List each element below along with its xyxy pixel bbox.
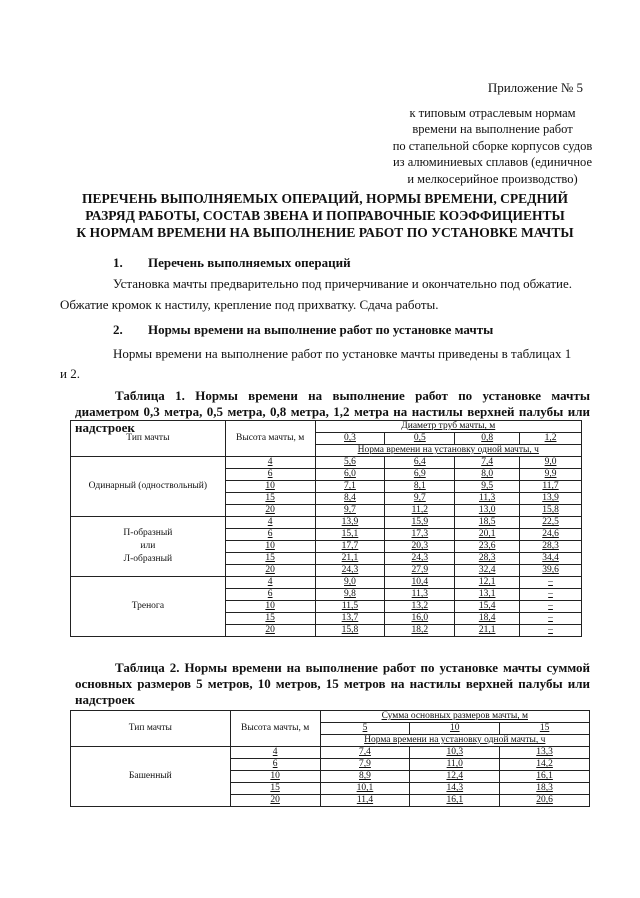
norm-value: 9,8	[315, 589, 385, 601]
norm-value: 10,1	[320, 783, 410, 795]
height-value: 20	[230, 795, 320, 807]
table1	[70, 420, 582, 637]
norm-value: 14,2	[500, 759, 590, 771]
height-value: 6	[230, 759, 320, 771]
norm-value: 11,7	[520, 481, 582, 493]
norm-value: 13,0	[455, 505, 520, 517]
title-line: К НОРМАМ ВРЕМЕНИ НА ВЫПОЛНЕНИЕ РАБОТ ПО УСТАНОВКЕ МАЧТЫ	[76, 225, 574, 240]
height-value: 20	[225, 565, 315, 577]
norm-value: –	[520, 601, 582, 613]
norm-value: 15,4	[455, 601, 520, 613]
height-value: 10	[225, 601, 315, 613]
height-value: 15	[230, 783, 320, 795]
mast-type: П-образный или Л-образный	[71, 517, 226, 577]
appendix-line: к типовым отраслевым нормам	[409, 105, 576, 120]
column-header: 0,5	[385, 433, 455, 445]
height-header: Высота мачты, м	[230, 711, 320, 747]
norm-value: 15,1	[315, 529, 385, 541]
norm-value: 28,3	[520, 541, 582, 553]
height-value: 6	[225, 589, 315, 601]
appendix-number: Приложение № 5	[487, 80, 583, 95]
norm-value: 21,1	[315, 553, 385, 565]
mast-type: Тренога	[71, 577, 226, 637]
appendix-line: из алюминиевых сплавов (единичное	[392, 155, 593, 169]
norm-value: 10,3	[410, 747, 500, 759]
norm-value: 18,5	[455, 517, 520, 529]
norm-value: 21,1	[455, 625, 520, 637]
norm-value: 22,5	[520, 517, 582, 529]
norm-value: 8,9	[320, 771, 410, 783]
mast-type: Одинарный (одноствольный)	[71, 457, 226, 517]
norm-value: 9,0	[520, 457, 582, 469]
section2-text: Нормы времени на выполнение работ по установке мачты приведены в таблицах 1	[113, 346, 572, 361]
norm-value: 9,0	[315, 577, 385, 589]
table-row	[71, 517, 582, 529]
norm-value: 15,8	[315, 625, 385, 637]
norm-value: 9,7	[315, 505, 385, 517]
norm-value: 14,3	[410, 783, 500, 795]
section2-heading: Нормы времени на выполнение работ по установке мачты	[148, 322, 494, 337]
height-value: 10	[225, 541, 315, 553]
norm-value: 16,0	[385, 613, 455, 625]
norm-value: 24,3	[315, 565, 385, 577]
norm-value: 7,9	[320, 759, 410, 771]
norm-value: 20,3	[385, 541, 455, 553]
norm-value: 17,7	[315, 541, 385, 553]
norm-value: 5,6	[315, 457, 385, 469]
norm-header: Норма времени на установку одной мачты, ч	[320, 735, 589, 747]
norm-value: 15,9	[385, 517, 455, 529]
height-value: 20	[225, 625, 315, 637]
section1-text: Обжатие кромок к настилу, крепление под прихватку. Сдача работы.	[60, 297, 439, 312]
norm-value: 13,1	[455, 589, 520, 601]
height-value: 20	[225, 505, 315, 517]
norm-value: 9,7	[385, 493, 455, 505]
norm-value: 8,1	[385, 481, 455, 493]
norm-value: 7,4	[455, 457, 520, 469]
height-value: 10	[230, 771, 320, 783]
height-value: 15	[225, 613, 315, 625]
norm-value: 28,3	[455, 553, 520, 565]
appendix-line: времени на выполнение работ	[412, 122, 573, 136]
table1-caption: Таблица 1. Нормы времени на выполнение работ по установке мачты диаметром 0,3 метра, 0,5 метра, 0,8 метра, 1,2 метра на настилы верхней палубы или надстроек	[75, 388, 590, 435]
section2-num: 2.	[113, 322, 123, 337]
table-row	[71, 747, 590, 759]
table2	[70, 710, 590, 807]
table-row	[71, 457, 582, 469]
norm-value: –	[520, 577, 582, 589]
norm-value: 13,3	[500, 747, 590, 759]
norm-value: 13,9	[315, 517, 385, 529]
norm-value: –	[520, 625, 582, 637]
section1-num: 1.	[113, 255, 123, 270]
norm-value: 16,1	[410, 795, 500, 807]
norm-value: 23,6	[455, 541, 520, 553]
group-header: Сумма основных размеров мачты, м	[320, 711, 589, 723]
norm-value: 7,1	[315, 481, 385, 493]
column-header: 0,3	[315, 433, 385, 445]
height-value: 4	[225, 517, 315, 529]
norm-value: 9,5	[455, 481, 520, 493]
height-value: 15	[225, 493, 315, 505]
column-header: 5	[320, 723, 410, 735]
norm-value: 15,8	[520, 505, 582, 517]
height-value: 4	[230, 747, 320, 759]
norm-header: Норма времени на установку одной мачты, ч	[315, 445, 581, 457]
height-value: 15	[225, 553, 315, 565]
type-header: Тип мачты	[71, 711, 231, 747]
title-line: РАЗРЯД РАБОТЫ, СОСТАВ ЗВЕНА И ПОПРАВОЧНЫЕ КОЭФФИЦИЕНТЫ	[85, 208, 565, 223]
norm-value: 9,9	[520, 469, 582, 481]
norm-value: 6,0	[315, 469, 385, 481]
norm-value: 13,2	[385, 601, 455, 613]
appendix-block	[390, 80, 595, 187]
column-header: 10	[410, 723, 500, 735]
norm-value: 27,9	[385, 565, 455, 577]
height-value: 4	[225, 577, 315, 589]
height-value: 4	[225, 457, 315, 469]
norm-value: 11,3	[455, 493, 520, 505]
section1-heading: Перечень выполняемых операций	[148, 255, 351, 270]
norm-value: 11,0	[410, 759, 500, 771]
norm-value: 32,4	[455, 565, 520, 577]
document-title	[60, 190, 590, 241]
appendix-line: и мелкосерийное производство)	[407, 171, 578, 186]
table-row	[71, 577, 582, 589]
norm-value: 12,4	[410, 771, 500, 783]
norm-value: 7,4	[320, 747, 410, 759]
height-value: 6	[225, 469, 315, 481]
norm-value: 12,1	[455, 577, 520, 589]
table2-caption: Таблица 2. Нормы времени на выполнение работ по установке мачты суммой основных размеров 5 метров, 10 метров, 15 метров на настилы верхней палубы или надстроек	[75, 660, 590, 707]
height-value: 6	[225, 529, 315, 541]
column-header: 1,2	[520, 433, 582, 445]
norm-value: 16,1	[500, 771, 590, 783]
norm-value: 6,4	[385, 457, 455, 469]
type-header: Тип мачты	[71, 421, 226, 457]
norm-value: 6,9	[385, 469, 455, 481]
norm-value: 11,2	[385, 505, 455, 517]
norm-value: 17,3	[385, 529, 455, 541]
group-header: Диаметр труб мачты, м	[315, 421, 581, 433]
norm-value: 8,4	[315, 493, 385, 505]
section2-text: и 2.	[60, 366, 80, 381]
norm-value: 18,2	[385, 625, 455, 637]
column-header: 0,8	[455, 433, 520, 445]
appendix-line: по стапельной сборке корпусов судов	[392, 138, 593, 153]
norm-value: 24,6	[520, 529, 582, 541]
norm-value: 34,4	[520, 553, 582, 565]
norm-value: 24,3	[385, 553, 455, 565]
section1-text: Установка мачты предварительно под причерчивание и окончательно под обжатие.	[113, 276, 572, 291]
column-header: 15	[500, 723, 590, 735]
norm-value: 11,4	[320, 795, 410, 807]
norm-value: 13,9	[520, 493, 582, 505]
norm-value: 20,6	[500, 795, 590, 807]
height-header: Высота мачты, м	[225, 421, 315, 457]
norm-value: –	[520, 589, 582, 601]
height-value: 10	[225, 481, 315, 493]
norm-value: 18,4	[455, 613, 520, 625]
norm-value: –	[520, 613, 582, 625]
norm-value: 8,0	[455, 469, 520, 481]
norm-value: 13,7	[315, 613, 385, 625]
norm-value: 10,4	[385, 577, 455, 589]
norm-value: 18,3	[500, 783, 590, 795]
norm-value: 39,6	[520, 565, 582, 577]
title-line: ПЕРЕЧЕНЬ ВЫПОЛНЯЕМЫХ ОПЕРАЦИЙ, НОРМЫ ВРЕМЕНИ, СРЕДНИЙ	[82, 191, 568, 206]
norm-value: 11,3	[385, 589, 455, 601]
mast-type: Башенный	[71, 747, 231, 807]
norm-value: 11,5	[315, 601, 385, 613]
norm-value: 20,1	[455, 529, 520, 541]
